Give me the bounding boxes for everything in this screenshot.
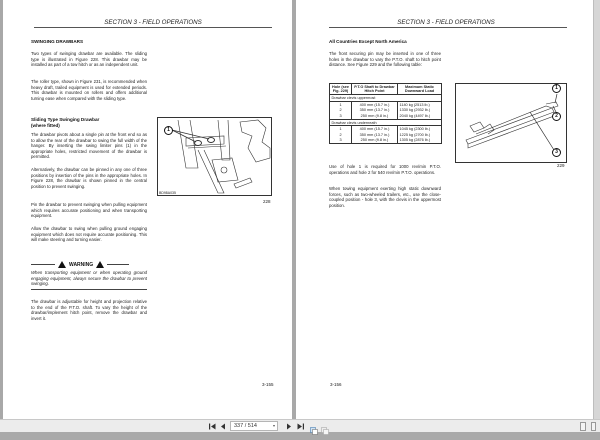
table-cell: 1140 kg (2513 lb.) xyxy=(398,102,442,108)
last-page-icon xyxy=(296,422,305,431)
right-page xyxy=(296,0,593,419)
figure-number: 229 xyxy=(557,163,565,168)
figure-229 xyxy=(455,83,567,163)
table-group-row xyxy=(330,95,442,102)
last-page-button[interactable] xyxy=(296,422,305,431)
table-cell: 3 xyxy=(330,138,352,144)
next-page-button[interactable] xyxy=(285,422,293,431)
hitch-load-table xyxy=(329,83,442,144)
first-page-icon xyxy=(208,422,217,431)
paragraph: When towing equipment exerting high static downward forces, such as two-wheeled trailers, etc., use the close-coupled position - hole 3, with the clevis in the uppermost position. xyxy=(329,186,441,208)
table-cell: 250 mm (9.8 in.) xyxy=(352,138,398,144)
table-cell: 1 xyxy=(330,126,352,132)
section-heading: All Countries Except North America xyxy=(329,39,407,44)
subheading-note: (where fitted) xyxy=(31,123,60,128)
copy-page-button[interactable] xyxy=(310,422,318,430)
copy-icon xyxy=(310,427,318,435)
group-label: Drawbar clevis underneath xyxy=(330,119,442,126)
figure-228 xyxy=(157,117,272,196)
first-page-button[interactable] xyxy=(208,422,217,431)
callout-1: 1 xyxy=(552,84,561,93)
warning-banner xyxy=(31,261,147,268)
warning-triangle-icon xyxy=(58,261,66,268)
drawbar-illustration xyxy=(158,118,271,195)
table-cell: 350 mm (13.7 in.) xyxy=(352,108,398,114)
warning-triangle-icon xyxy=(96,261,104,268)
callout-3: 3 xyxy=(552,148,561,157)
dropdown-arrow-icon: ▾ xyxy=(272,423,275,428)
paragraph: Alternatively, the drawbar can be pinned in any one of three positions by insertion of the pins in the appropriate holes. In Figure 228, the drawbar is shown pinned in the central position to prevent swinging. xyxy=(31,167,147,189)
warning-text: When transporting equipment or when operating ground engaging equipment, always secure the drawbar to prevent swinging. xyxy=(31,270,147,287)
table-cell: 2 xyxy=(330,132,352,138)
pages-icon xyxy=(321,427,329,435)
paragraph: The drawbar pivots about a single pin at the front end so as to allow the rear of the drawbar to swing the full width of the hanger. By inserting the swing limiter pins (1) in the appropriate holes, restricted movement of the drawbar is permitted. xyxy=(31,132,147,160)
paragraph: Two types of swinging drawbar are available. The sliding type is illustrated in Figure 228. This drawbar may be installed as part of a tow hitch or as an independent unit. xyxy=(31,51,147,68)
table-cell: 2040 kg (4497 lb.) xyxy=(398,113,442,119)
group-label: Drawbar clevis uppermost xyxy=(330,95,442,102)
paragraph: The front securing pin may be inserted in one of three holes in the drawbar to vary the P.T.O. shaft to hitch point distance. See Figure 229 and the following table: xyxy=(329,51,441,68)
prev-page-icon xyxy=(219,422,227,431)
vertical-scrollbar[interactable] xyxy=(593,0,600,419)
navigation-toolbar xyxy=(0,419,600,432)
section-heading: SWINGING DRAWBARS xyxy=(31,39,84,44)
page-number: 3-156 xyxy=(330,382,342,387)
header-rule xyxy=(34,27,272,28)
page-number-input[interactable] xyxy=(230,421,278,431)
page-number: 3-155 xyxy=(262,382,274,387)
prev-page-button[interactable] xyxy=(219,422,227,431)
subheading: Sliding Type Swinging Drawbar xyxy=(31,117,100,122)
table-cell: 1225 kg (2700 lb.) xyxy=(398,132,442,138)
column-header: P.T.O Shaft to Drawbar Hitch Point xyxy=(352,84,398,95)
paragraph: The drawbar is adjustable for height and projection relative to the end of the P.T.O. shaft. To vary the height of the drawbar/implement hitch point, remove the drawbar and invert it. xyxy=(31,299,147,321)
table-cell: 1045 kg (2300 lb.) xyxy=(398,126,442,132)
table-row xyxy=(330,138,442,144)
callout-2: 2 xyxy=(552,112,561,121)
section-header: SECTION 3 - FIELD OPERATIONS xyxy=(104,19,202,26)
paste-page-button[interactable] xyxy=(321,422,329,430)
table-cell: 2 xyxy=(330,108,352,114)
table-header-row xyxy=(330,84,442,95)
paragraph: Pin the drawbar to prevent swinging when pulling equipment which requires accurate positioning and when transporting equipment. xyxy=(31,202,147,219)
table-group-row xyxy=(330,119,442,126)
column-header: Hole (see Fig. 229) xyxy=(330,84,352,95)
table-cell: 400 mm (15.7 in.) xyxy=(352,102,398,108)
continuous-view-icon[interactable] xyxy=(591,422,596,431)
single-page-view-icon[interactable] xyxy=(580,422,586,431)
divider xyxy=(31,289,147,290)
figure-number: 228 xyxy=(263,199,271,204)
warning-label: WARNING xyxy=(69,261,94,268)
table-cell: 400 mm (15.7 in.) xyxy=(352,126,398,132)
divider xyxy=(31,264,55,265)
table-cell: 1330 kg (2932 lb.) xyxy=(398,108,442,114)
next-page-icon xyxy=(285,422,293,431)
table-cell: 350 mm (13.7 in.) xyxy=(352,132,398,138)
section-header: SECTION 3 - FIELD OPERATIONS xyxy=(397,19,495,26)
page-indicator: 337 / 514 xyxy=(234,423,257,429)
drawbar-illustration xyxy=(456,84,566,162)
column-header: Maximum Static Downward Load xyxy=(398,84,442,95)
svg-text:BD98A035: BD98A035 xyxy=(159,191,176,195)
divider xyxy=(107,264,129,265)
left-page xyxy=(3,0,292,419)
paragraph: Use of hole 1 is required for 1000 rev/min P.T.O. operations and hole 2 for 540 rev/min P.T.O. operations. xyxy=(329,164,441,175)
table-cell: 3 xyxy=(330,113,352,119)
paragraph: The roller type, shown in Figure 231, is recommended when heavy draft, trailed equipment is used for extended periods. This drawbar is mounted on rollers and offers additional turning ease when compared with the sliding type. xyxy=(31,79,147,101)
header-rule xyxy=(329,27,567,28)
paragraph: Allow the drawbar to swing when pulling ground engaging equipment which does not require accurate positioning. This will make steering and turning easier. xyxy=(31,226,147,243)
table-cell: 1305 kg (2876 lb.) xyxy=(398,138,442,144)
table-cell: 1 xyxy=(330,102,352,108)
callout-1: 1 xyxy=(164,126,173,135)
table-cell: 250 mm (9.8 in.) xyxy=(352,113,398,119)
